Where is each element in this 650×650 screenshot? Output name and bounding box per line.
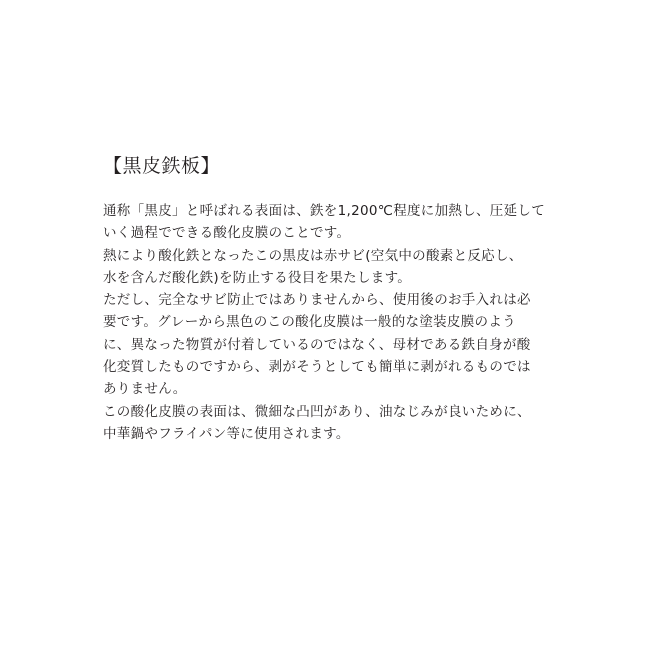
text-line: 水を含んだ酸化鉄)を防止する役目を果たします。 [103,269,412,286]
text-line: に、異なった物質が付着しているのではなく、母材である鉄自身が酸 [103,336,531,353]
text-line: 要です。グレーから黒色のこの酸化皮膜は一般的な塗装皮膜のよう [103,314,516,331]
text-line: ただし、完全なサビ防止ではありませんから、使用後のお手入れは必 [103,292,531,309]
paragraph-maintenance [103,289,553,400]
text-line: ありません。 [103,381,187,398]
text-line: 中華鍋やフライパン等に使用されます。 [103,425,350,442]
document-heading: 【黒皮鉄板】 [103,155,221,177]
document-body [103,152,553,445]
text-line: 通称「黒皮」と呼ばれる表面は、鉄を1,200℃程度に加熱し、圧延して [103,203,546,219]
text-line: この酸化皮膜の表面は、微細な凸凹があり、油なじみが良いために、 [103,403,531,420]
paragraph-definition [103,200,553,245]
paragraph-rust-prevention [103,245,553,290]
paragraph-usage [103,401,553,446]
text-line: 化変質したものですから、剥がそうとしても簡単に剥がれるものでは [103,359,531,376]
text-line: いく過程でできる酸化皮膜のことです。 [103,225,351,242]
text-line: 熱により酸化鉄となったこの黒皮は赤サビ(空気中の酸素と反応し、 [103,247,523,264]
